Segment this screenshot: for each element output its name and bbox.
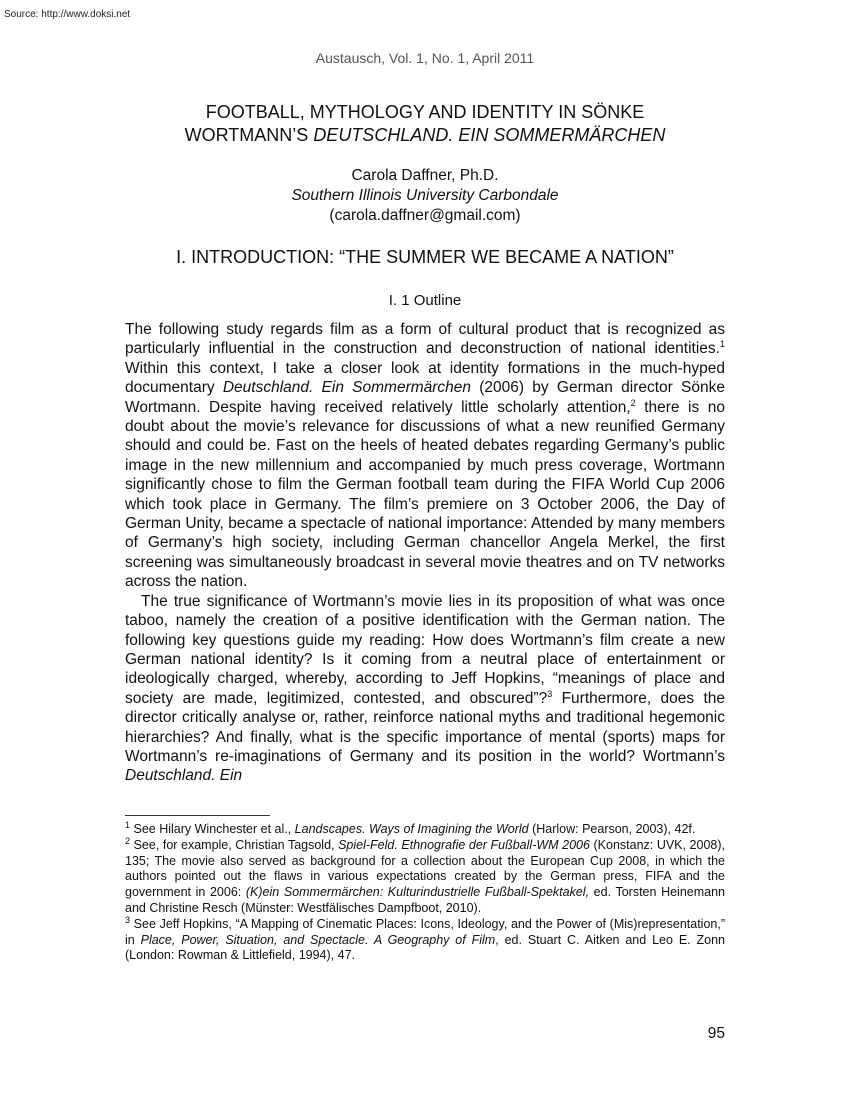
footnote-3 bbox=[125, 914, 726, 964]
paragraph-2 bbox=[125, 592, 725, 786]
p1-text-2: Within this context, I take a closer look at identity formations in the much-hyped documentary bbox=[125, 359, 725, 397]
footnotes bbox=[125, 819, 726, 964]
footnote-3-number: 3 bbox=[125, 914, 131, 925]
p1-text-1: The following study regards film as a form of cultural product that is recognized as particularly influential in the construction and deconstruction of national identities. bbox=[125, 321, 725, 358]
footnote-1-italic: Landscapes. Ways of Imagining the World bbox=[294, 822, 529, 836]
title-line-2-italic: DEUTSCHLAND. EIN SOMMERMÄRCHEN bbox=[313, 125, 666, 145]
footnote-2-text-a: See, for example, Christian Tagsold, bbox=[130, 837, 339, 852]
footnote-ref-3[interactable]: 3 bbox=[547, 688, 553, 699]
footnote-2-number: 2 bbox=[125, 835, 131, 846]
footnote-ref-2[interactable]: 2 bbox=[630, 397, 636, 408]
footnote-1-text-a: See Hilary Winchester et al., bbox=[130, 822, 295, 836]
page-number: 95 bbox=[707, 1025, 725, 1042]
author-name: Carola Daffner, Ph.D. bbox=[351, 167, 499, 184]
p1-text-3: (2006) by German director Sönke Wortmann. Despite having received relatively little scholarly attention, bbox=[125, 379, 725, 416]
title-line-1: FOOTBALL, MYTHOLOGY AND IDENTITY IN SÖNKE bbox=[205, 102, 645, 122]
p2-text-1: The true significance of Wortmann’s movie lies in its proposition of what was once taboo, namely the creation of a positive identification with the German nation. The following key questions guide my reading: How does Wortmann’s film create a new German national identity? Is it coming from a neutral place of entertainment or ideologically charged, whereby, according to Jeff Hopkins, “meanings of place and society are made, legitimized, contested, and obscured”? bbox=[125, 592, 725, 707]
title-line-2 bbox=[125, 124, 725, 147]
footnote-1-number: 1 bbox=[125, 819, 131, 830]
footnote-1 bbox=[125, 819, 725, 838]
footnote-3-text-b: , ed. Stuart C. Aitken and Leo E. Zonn (London: Rowman & Littlefield, 1994), 47. bbox=[125, 932, 726, 963]
footnote-divider bbox=[125, 815, 270, 816]
footnote-ref-1[interactable]: 1 bbox=[719, 339, 725, 350]
source-label: Source: http://www.doksi.net bbox=[4, 9, 131, 20]
footnote-3-italic: Place, Power, Situation, and Spectacle. A Geography of Film bbox=[140, 932, 496, 947]
footnote-2-text-b: (Konstanz: UVK, 2008), 135; The movie also served as background for a collection about the European Cup 2008, in which the authors pointed out the flaws in various expectations created by the German press, FIFA and the government in 2006: bbox=[125, 837, 725, 900]
body-text bbox=[125, 320, 725, 786]
author-email: (carola.daffner@gmail.com) bbox=[329, 207, 521, 224]
footnote-3-text-a: See Jeff Hopkins, “A Mapping of Cinematic Places: Icons, Ideology, and the Power of (Mis)representation,” in bbox=[125, 916, 725, 947]
title-line-2-plain: WORTMANN’S bbox=[184, 125, 314, 145]
paragraph-1 bbox=[125, 320, 725, 592]
p2-italic-end: Deutschland. Ein bbox=[125, 767, 243, 785]
p1-film-title: Deutschland. Ein Sommermärchen bbox=[222, 379, 472, 397]
subsection-heading: I. 1 Outline bbox=[388, 292, 462, 309]
footnote-2-text-c: ed. Torsten Heinemann and Christine Resch (Münster: Westfälisches Dampfboot, 2010). bbox=[125, 885, 725, 915]
paper-title bbox=[125, 101, 725, 147]
author-affiliation: Southern Illinois University Carbondale bbox=[291, 187, 559, 204]
p1-text-4: there is no doubt about the movie’s relevance for discussions of what a new reunified Germany should and could be. Fast on the heels of heated debates regarding Germany’s public image in the new millennium and accompanied by much press coverage, Wortmann significantly chose to film the German football team during the FIFA World Cup 2006 which took place in Germany. The film’s premiere on 3 October 2006, the Day of German Unity, became a spectacle of national importance: Attended by many members of Germany’s high society, including German chancellor Angela Merkel, the first screening was simultaneously broadcast in several movie theatres and on TV networks across the nation. bbox=[125, 398, 726, 591]
section-heading: I. INTRODUCTION: “THE SUMMER WE BECAME A NATION” bbox=[176, 247, 674, 267]
footnote-2-italic-1: Spiel-Feld. Ethnografie der Fußball-WM 2006 bbox=[338, 837, 590, 852]
journal-header: Austausch, Vol. 1, No. 1, April 2011 bbox=[315, 50, 535, 66]
footnote-2-italic-2: (K)ein Sommermärchen: Kulturindustrielle Fußball-Spektakel, bbox=[245, 885, 590, 900]
footnote-2 bbox=[125, 835, 725, 917]
footnote-1-text-b: (Harlow: Pearson, 2003), 42f. bbox=[528, 822, 696, 836]
author-block bbox=[125, 166, 725, 226]
p2-text-2: Furthermore, does the director critically analyse or, rather, reinforce national myths and traditional hegemonic hierarchies? And finally, what is the specific importance of mental (sports) maps for Wortmann’s re-imaginations of Germany and its position in the world? Wortmann’s bbox=[125, 689, 725, 765]
